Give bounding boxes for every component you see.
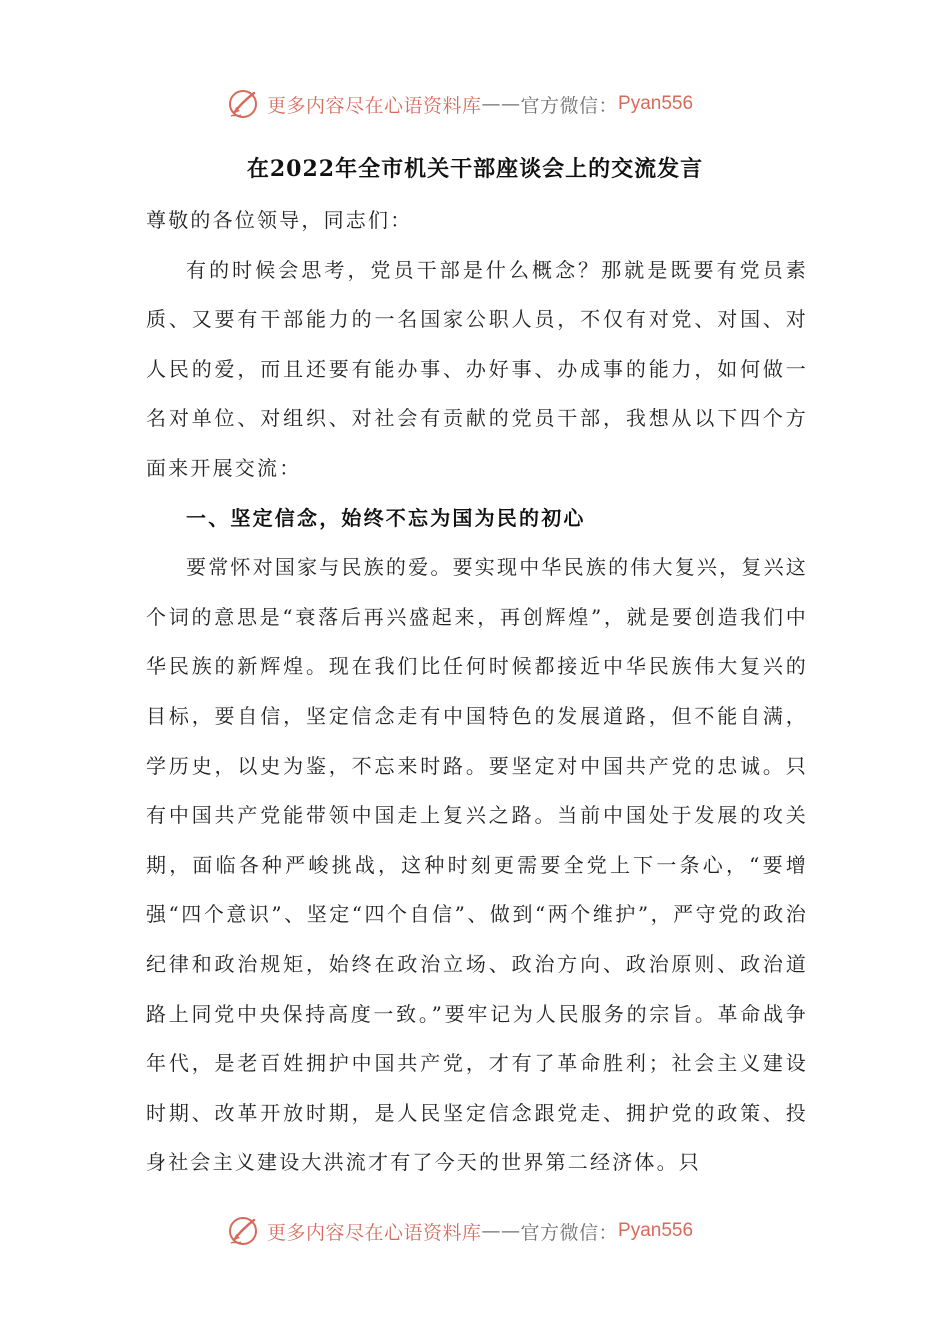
intro-paragraph: 有的时候会思考，党员干部是什么概念？那就是既要有党员素质、又要有干部能力的一名国家公职人员，不仅有对党、对国、对人民的爱，而且还要有能办事、办好事、办成事的能力，如何做一名对单位、对组织、对社会有贡献的党员干部，我想从以下四个方面来开展交流： <box>146 257 808 480</box>
footer-wechat-label: 官方微信： <box>520 1221 619 1244</box>
header-watermark-banner <box>225 84 745 124</box>
pen-logo-icon <box>225 1213 261 1249</box>
pen-logo-icon <box>225 86 261 122</box>
header-wechat-label: 官方微信： <box>520 94 619 117</box>
footer-watermark-banner <box>225 1211 745 1251</box>
header-brand-text: 更多内容尽在心语资料库 <box>267 94 482 117</box>
footer-brand-text: 更多内容尽在心语资料库 <box>267 1221 482 1244</box>
section-1-heading: 一、坚定信念，始终不忘为国为民的初心 <box>186 505 586 530</box>
header-separator: —— <box>481 93 521 115</box>
document-title: 在2022年全市机关干部座谈会上的交流发言 <box>246 156 704 182</box>
footer-wechat-account: Pyan556 <box>618 1220 694 1241</box>
section-1-paragraph: 要常怀对国家与民族的爱。要实现中华民族的伟大复兴，复兴这个词的意思是“衰落后再兴盛起来，再创辉煌”，就是要创造我们中华民族的新辉煌。现在我们比任何时候都接近中华民族伟大复兴的目标，要自信，坚定信念走有中国特色的发展道路，但不能自满，学历史，以史为鉴，不忘来时路。要坚定对中国共产党的忠诚。只有中国共产党能带领中国走上复兴之路。当前中国处于发展的攻关期，面临各种严峻挑战，这种时刻更需要全党上下一条心，“要增强“四个意识”、坚定“四个自信”、做到“两个维护”，严守党的政治纪律和政治规矩，始终在政治立场、政治方向、政治原则、政治道路上同党中央保持高度一致。”要牢记为人民服务的宗旨。革命战争年代，是老百姓拥护中国共产党，才有了革命胜利；社会主义建设时期、改革开放时期，是人民坚定信念跟党走、拥护党的政策、投身社会主义建设大洪流才有了今天的世界第二经济体。只 <box>146 555 808 1175</box>
salutation: 尊敬的各位领导，同志们： <box>146 208 413 232</box>
header-wechat-account: Pyan556 <box>618 93 694 114</box>
footer-separator: —— <box>481 1220 521 1242</box>
document-body <box>146 196 808 1188</box>
